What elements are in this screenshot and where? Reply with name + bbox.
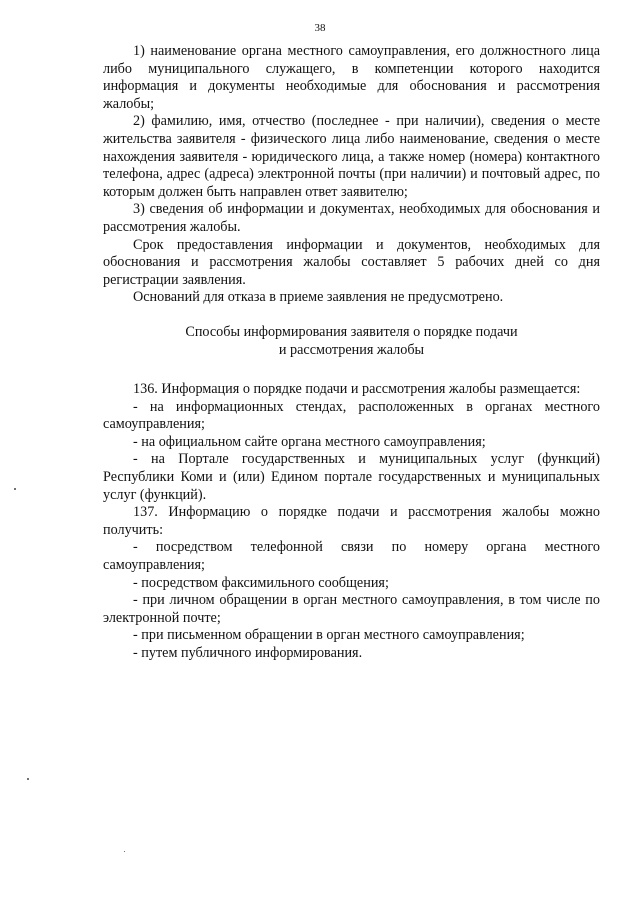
list-item-fax: - посредством факсимильного сообщения; xyxy=(133,574,389,591)
scan-speck xyxy=(14,488,16,490)
paragraph-item-2: 2) фамилию, имя, отчество (последнее - при наличии), сведения о месте жительства заявителя - физического лица либо наименование, сведения о месте нахождения заявителя - юридического лица, а также номер (номера) контактного телефона, адрес (адреса) электронной почты (при наличии) и почтовый адрес, по которым должен быть направлен ответ заявителю; xyxy=(103,113,600,200)
list-item-phone: - посредством телефонной связи по номеру органа местного самоуправления; xyxy=(103,539,600,574)
paragraph-item-3: 3) сведения об информации и документах, необходимых для обоснования и рассмотрения жалобы. xyxy=(103,201,600,235)
list-item-stands: - на информационных стендах, расположенных в органах местного самоуправления; xyxy=(103,398,600,433)
section-heading-line-2: и рассмотрения жалобы xyxy=(278,341,425,358)
list-item-website: - на официальном сайте органа местного самоуправления; xyxy=(133,433,486,450)
paragraph-137: 137. Информацию о порядке подачи и рассмотрения жалобы можно получить: xyxy=(103,504,600,538)
document-body xyxy=(103,43,600,663)
scan-speck xyxy=(124,851,125,852)
list-item-public: - путем публичного информирования. xyxy=(133,645,363,661)
paragraph-136: 136. Информация о порядке подачи и рассмотрения жалобы размещается: xyxy=(133,381,581,398)
scan-speck xyxy=(27,778,29,780)
paragraph-no-refusal: Оснований для отказа в приеме заявления не предусмотрено. xyxy=(133,289,504,306)
section-heading xyxy=(103,324,600,359)
list-item-written: - при письменном обращении в орган местного самоуправления; xyxy=(133,627,525,644)
paragraph-item-1: 1) наименование органа местного самоуправления, его должностного лица либо муниципального служащего, в компетенции которого находится информация и документы необходимые для обоснования и рассмотрения жалобы; xyxy=(103,43,600,112)
list-item-portal: - на Портале государственных и муниципальных услуг (функций) Республики Коми и (или) Едином портале государственных и муниципальных услуг (функций). xyxy=(103,451,600,503)
paragraph-deadline: Срок предоставления информации и документов, необходимых для обоснования и рассмотрения жалобы составляет 5 рабочих дней со дня регистрации заявления. xyxy=(103,236,600,288)
list-item-in-person: - при личном обращении в орган местного самоуправления, в том числе по электронной почте; xyxy=(103,592,600,626)
page-number: 38 xyxy=(314,22,326,34)
section-heading-line-1: Способы информирования заявителя о порядке подачи xyxy=(185,323,518,340)
